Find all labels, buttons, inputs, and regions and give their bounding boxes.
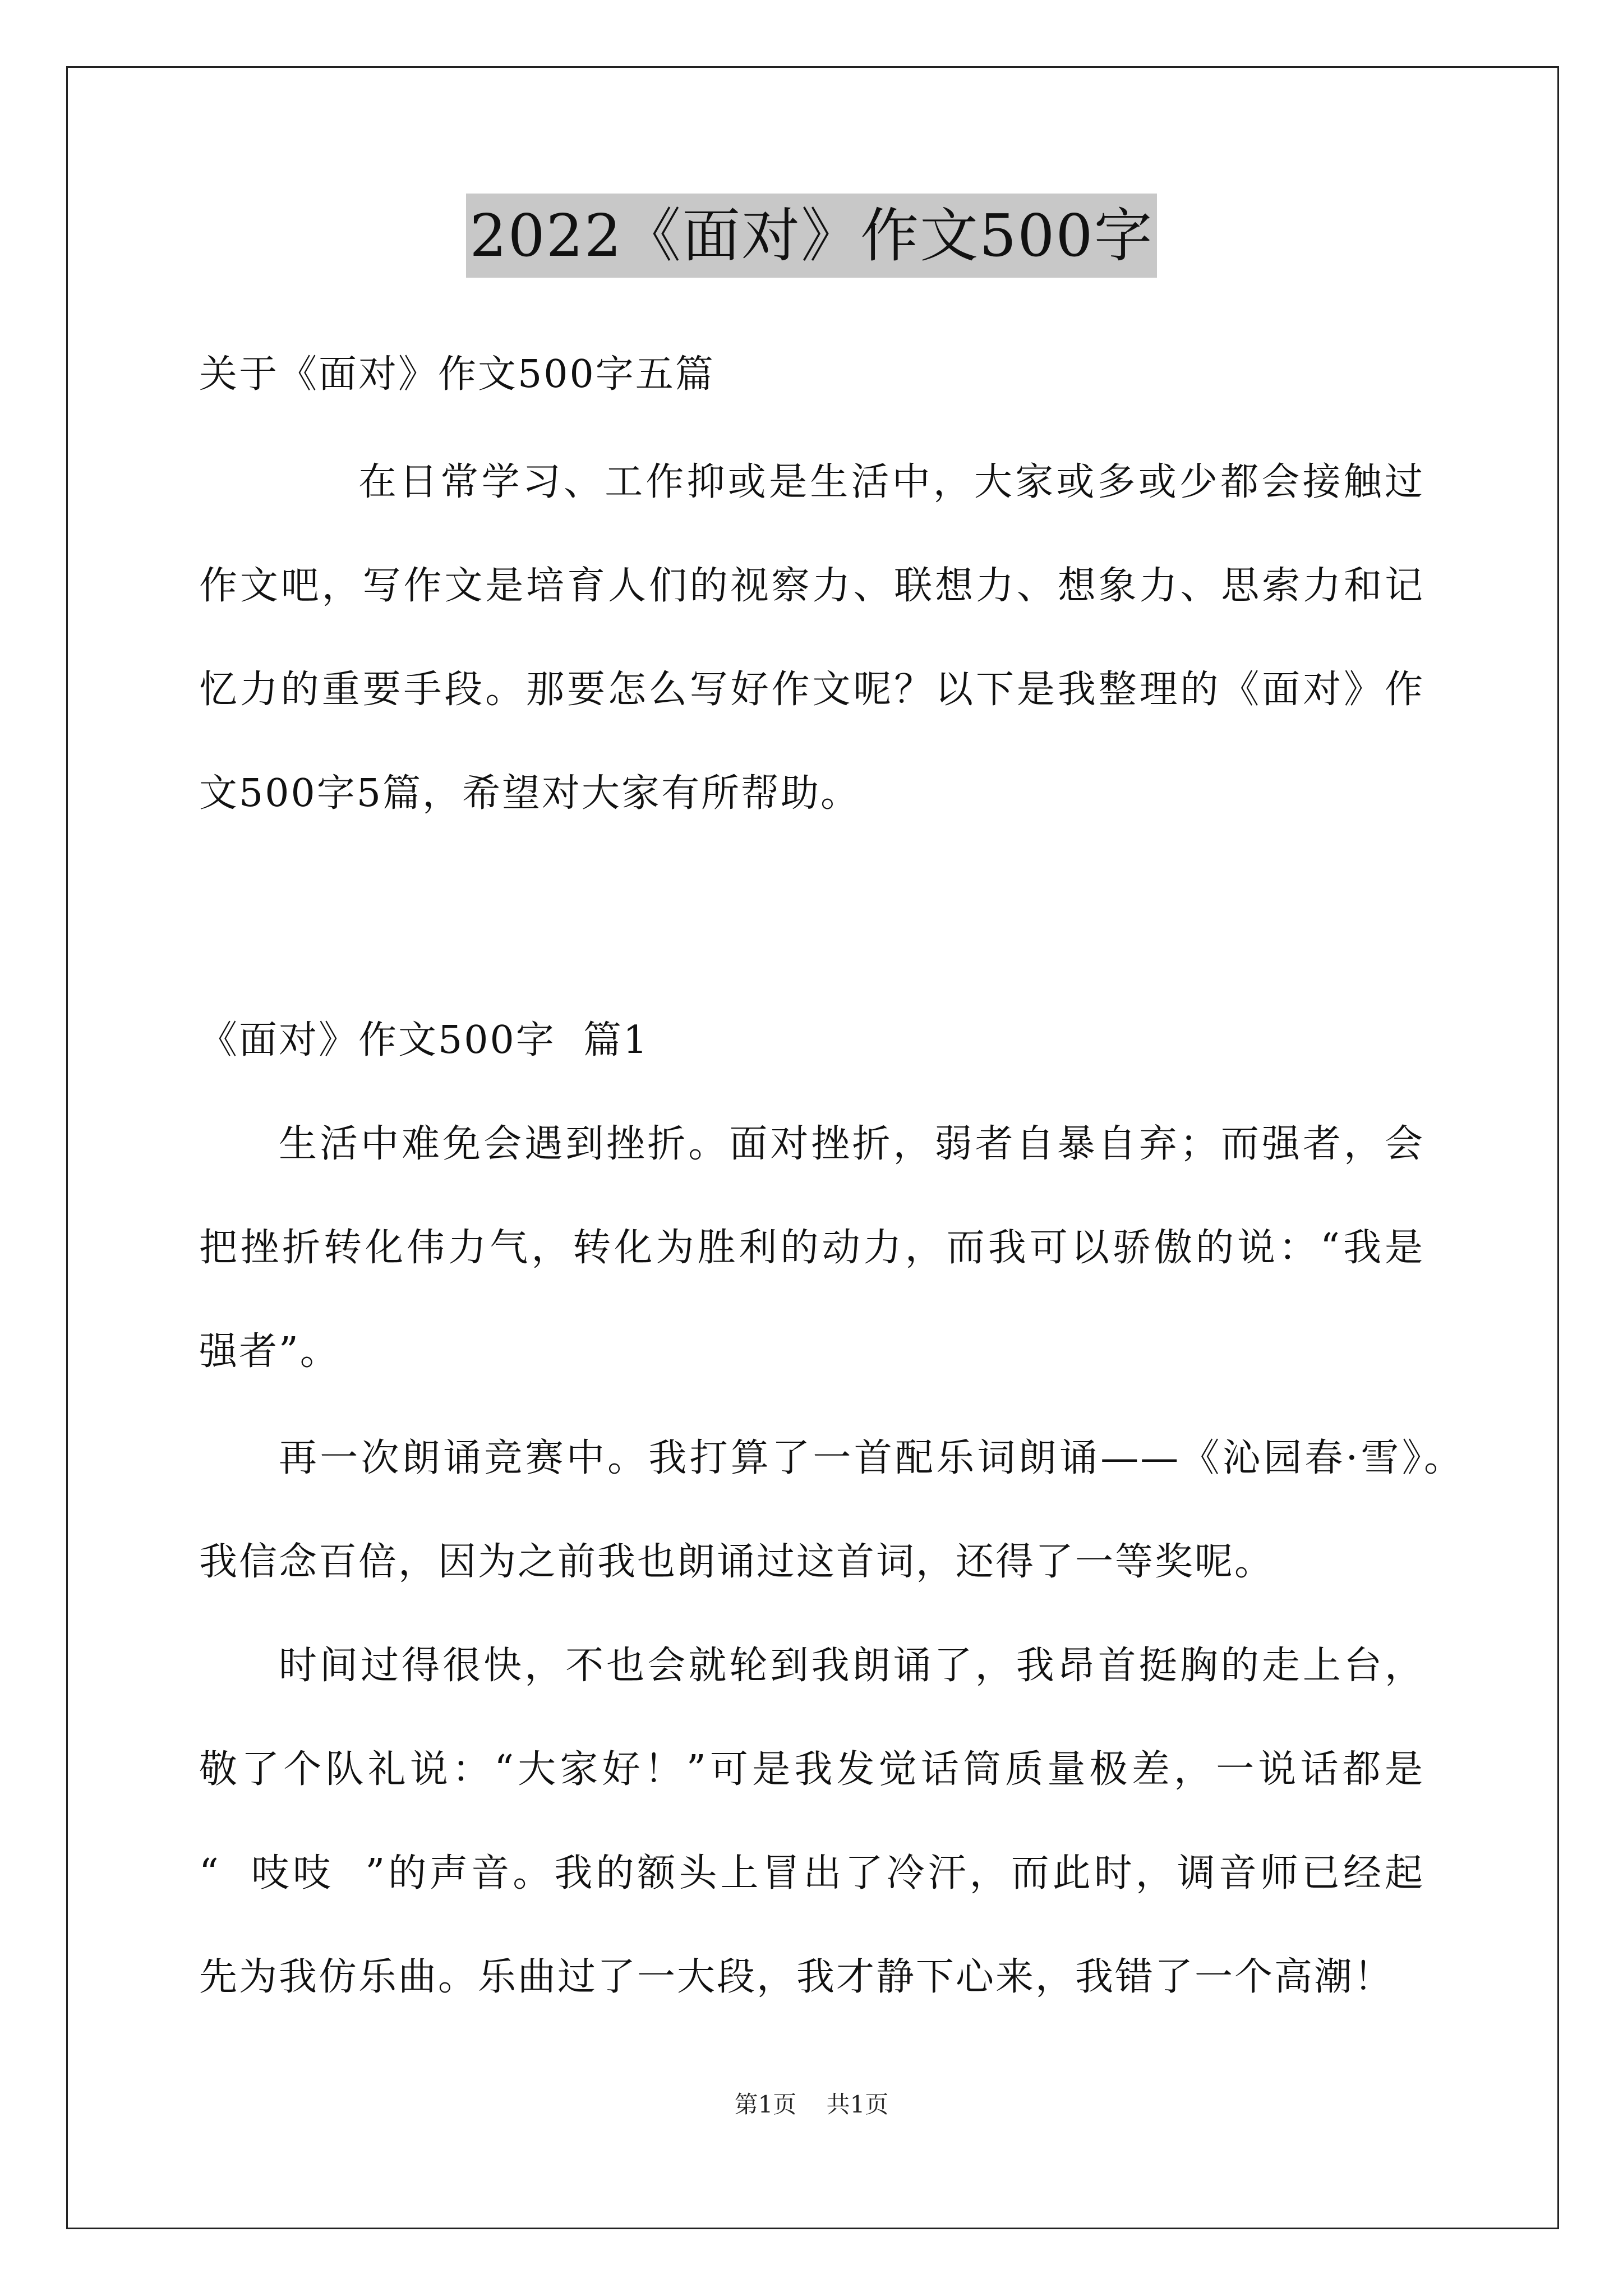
body-line-3: 强者”。 — [199, 1329, 340, 1374]
intro-line-1: 在日常学习、工作抑或是生活中，大家或多或少都会接触过 — [358, 460, 1424, 504]
body-line-7: 敬了个队礼说：“大家好！”可是我发觉话筒质量极差，一说话都是 — [199, 1747, 1424, 1792]
intro-line-3: 忆力的重要手段。那要怎么写好作文呢？以下是我整理的《面对》作 — [199, 668, 1424, 712]
document-title: 2022《面对》作文500字 — [466, 194, 1156, 278]
title-container — [0, 194, 1623, 278]
body-line-6: 时间过得很快，不也会就轮到我朗诵了，我昂首挺胸的走上台， — [279, 1644, 1424, 1688]
body-line-5: 我信念百倍，因为之前我也朗诵过这首词，还得了一等奖呢。 — [199, 1540, 1275, 1584]
intro-line-2: 作文吧，写作文是培育人们的视察力、联想力、想象力、思索力和记 — [199, 564, 1424, 608]
document-subtitle: 关于《面对》作文500字五篇 — [199, 352, 715, 397]
section-heading: 《面对》作文500字 篇1 — [199, 1018, 649, 1062]
body-line-1: 生活中难免会遇到挫折。面对挫折，弱者自暴自弃；而强者，会 — [279, 1122, 1424, 1166]
body-line-9: 先为我仿乐曲。乐曲过了一大段，我才静下心来，我错了一个高潮！ — [199, 1955, 1394, 1999]
intro-line-4: 文500字5篇，希望对大家有所帮助。 — [199, 771, 861, 816]
body-line-2: 把挫折转化伟力气，转化为胜利的动力，而我可以骄傲的说：“我是 — [199, 1226, 1424, 1270]
page-indicator: 第1页 共1页 — [734, 2091, 889, 2118]
body-line-8: “ 吱吱 ”的声音。我的额头上冒出了冷汗，而此时，调音师已经起 — [199, 1851, 1424, 1895]
body-line-4: 再一次朗诵竞赛中。我打算了一首配乐词朗诵——《沁园春·雪》。 — [279, 1436, 1464, 1480]
